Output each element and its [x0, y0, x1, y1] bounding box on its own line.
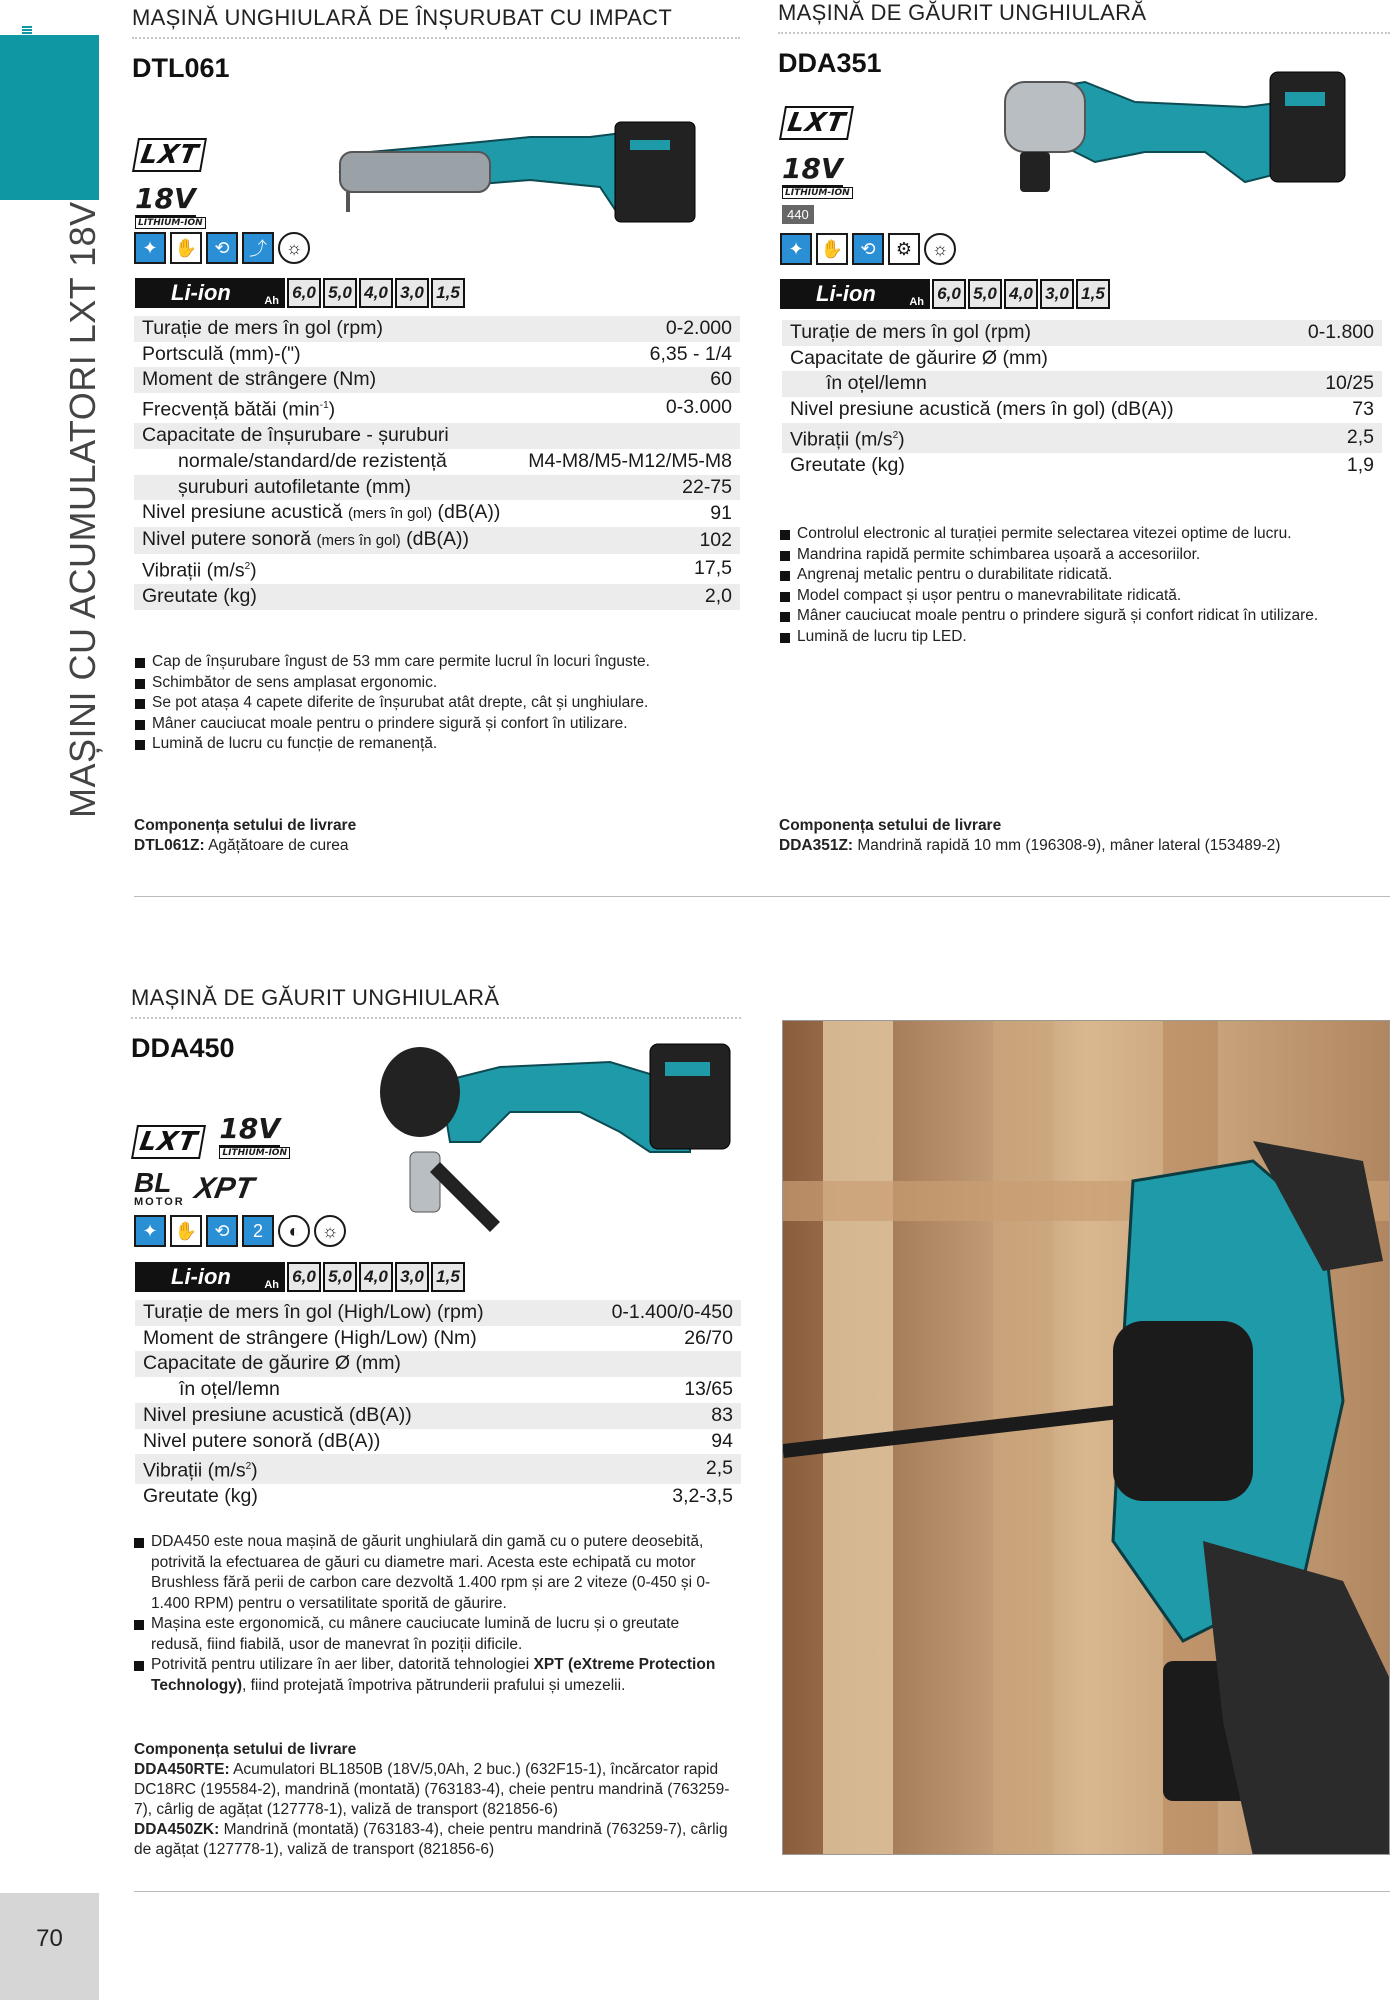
spec-row: Vibrații $(m/s^2)$ 2,5 [135, 1454, 741, 1484]
bullet-item: Potrivită pentru utilizare în aer liber, datorită tehnologiei XPT (eXtreme Protection Technology), fiind protejată împotriva pătrunderii prafului și umezelii. [134, 1655, 734, 1696]
battery-cell: 5,0 [323, 278, 357, 308]
spec-row: Moment de strângere (High/Low) (Nm) 26/70 [143, 1326, 733, 1349]
battery-cell: 4,0 [359, 278, 393, 308]
spec-row: în oțel/lemn 10/25 [782, 371, 1382, 397]
reverse-icon: ⟲ [206, 1215, 238, 1247]
motor-icon: ✦ [134, 232, 166, 264]
dda450-product-image [360, 1032, 740, 1247]
section-title: MAȘINĂ DE GĂURIT UNGHIULARĂ [131, 985, 741, 1019]
bullet-item: Lumină de lucru cu funcție de remanență. [135, 734, 735, 755]
rail-accent-block [0, 35, 99, 200]
model-code: DDA351 [778, 48, 882, 78]
dtl061-product-image [330, 112, 710, 227]
spec-row: normale/standard/de rezistență M4-M8/M5-M12/M5-M8 [178, 450, 732, 473]
kit-dda351 [779, 816, 1389, 856]
spec-row: Greutate (kg) 3,2-3,5 [143, 1485, 733, 1508]
brushless-motor-logo: BL MOTOR [134, 1167, 185, 1208]
spec-row: Nivel presiune acustică (mers în gol) (dB(A)) 91 [142, 501, 732, 524]
bullet-item: Controlul electronic al turației permite selectarea vitezei optime de lucru. [780, 524, 1380, 545]
battery-cell: 3,0 [395, 1262, 429, 1292]
bullet-item: Mâner cauciucat moale pentru o prindere sigură și confort ridicat în utilizare. [780, 606, 1380, 627]
motor-icon: ✦ [134, 1215, 166, 1247]
battery-cell: 6,0 [932, 279, 966, 309]
spec-row: Nivel presiune acustică (mers în gol) (dB(A)) 73 [790, 398, 1374, 421]
battery-cell: 6,0 [287, 1262, 321, 1292]
spec-table-dda450 [135, 1300, 741, 1510]
two-speed-icon: 2 [242, 1215, 274, 1247]
xpt-protection-icon: ◐ [278, 1215, 310, 1247]
battery-cell: 1,5 [431, 1262, 465, 1292]
kit-dda450 [134, 1740, 746, 1860]
bullet-item: Lumină de lucru tip LED. [780, 627, 1380, 648]
battery-cell: 3,0 [1040, 279, 1074, 309]
section-dtl061 [132, 5, 740, 84]
spec-row: Portsculă (mm)-(") 6,35 - 1/4 [142, 342, 732, 365]
battery-compat [135, 1262, 465, 1292]
spec-row: Greutate (kg) 1,9 [790, 454, 1374, 477]
liion-label: Li-ion Ah [135, 1262, 285, 1292]
led-light-icon: ☼ [314, 1215, 346, 1247]
spec-row: Vibrații $(m/s^2)$ 2,5 [782, 423, 1382, 453]
hook-icon: ⤴ [242, 232, 274, 264]
spec-row: Moment de strângere (Nm) 60 [134, 367, 740, 393]
spec-row: Turație de mers în gol (rpm) 0-1.800 [782, 320, 1382, 346]
reverse-icon: ⟲ [206, 232, 238, 264]
feature-icons [134, 232, 310, 264]
photo-scene [783, 1021, 1390, 1855]
spec-table-dtl061 [134, 316, 740, 610]
spec-row: Nivel presiune acustică (dB(A)) 83 [135, 1403, 741, 1429]
lxt-logo: LXT [779, 106, 854, 140]
spec-table-dda351 [782, 320, 1382, 479]
spec-row: Vibrații $(m/s^2)$ 17,5 [142, 557, 732, 582]
model-code: DDA450 [131, 1033, 235, 1063]
spec-row: în oțel/lemn 13/65 [179, 1378, 733, 1401]
bullets-dda450 [134, 1532, 734, 1696]
motor-icon: ✦ [780, 233, 812, 265]
bullet-item: Schimbător de sens amplasat ergonomic. [135, 673, 735, 694]
spec-row: Turație de mers în gol (rpm) 0-2.000 [134, 316, 740, 342]
battery-cell: 4,0 [1004, 279, 1038, 309]
bullet-item: Angrenaj metalic pentru o durabilitate ridicată. [780, 565, 1380, 586]
dda351-product-image [985, 62, 1355, 212]
bullet-item: Mâner cauciucat moale pentru o prindere sigură și confort în utilizare. [135, 714, 735, 735]
grip-icon: ✋ [170, 232, 202, 264]
18v-logo: 18V LITHIUM-ION [135, 182, 206, 229]
kit-title: Componența setului de livrare [134, 1741, 357, 1758]
battery-cell: 5,0 [968, 279, 1002, 309]
section-title: MAȘINĂ UNGHIULARĂ DE ÎNȘURUBAT CU IMPACT [132, 5, 740, 39]
bullet-item: Model compact și ușor pentru o manevrabilitate ridicată. [780, 586, 1380, 607]
spec-row: Nivel putere sonoră (mers în gol) (dB(A)) 102 [134, 527, 740, 554]
lxt-logo: LXT [131, 1125, 206, 1159]
kit-item: DDA351Z: Mandrină rapidă 10 mm (196308-9), mâner lateral (153489-2) [779, 837, 1281, 854]
bullets-dda351 [780, 524, 1380, 647]
xpt-logo: XPT [191, 1171, 257, 1205]
badge-440: 440 [782, 205, 814, 224]
page-number: 70 [36, 1925, 63, 1952]
logos-dtl061 [135, 138, 206, 229]
lxt-logo: LXT [132, 138, 207, 172]
kit-title: Componența setului de livrare [779, 817, 1002, 834]
bullet-item: Cap de înșurubare îngust de 53 mm care permite lucrul în locuri înguste. [135, 652, 735, 673]
18v-logo: 18V LITHIUM-ION [782, 152, 853, 199]
spec-row: șuruburi autofiletante (mm) 22-75 [134, 475, 740, 501]
flag-icon [22, 26, 32, 34]
kit-title: Componența setului de livrare [134, 817, 357, 834]
feature-icons [134, 1215, 346, 1247]
spec-row: Turație de mers în gol (High/Low) (rpm) 0-1.400/0-450 [135, 1300, 741, 1326]
battery-compat [135, 278, 465, 308]
battery-cell: 3,0 [395, 278, 429, 308]
led-light-icon: ☼ [278, 232, 310, 264]
kit-dtl061 [134, 816, 734, 856]
reverse-icon: ⟲ [852, 233, 884, 265]
battery-cell: 1,5 [431, 278, 465, 308]
gear-icon: ⚙ [888, 233, 920, 265]
battery-cell: 5,0 [323, 1262, 357, 1292]
spec-row: Capacitate de înșurubare - șuruburi [134, 423, 740, 449]
battery-compat [780, 279, 1110, 309]
spec-row: Capacitate de găurire Ø (mm) [790, 346, 1048, 369]
grip-icon: ✋ [816, 233, 848, 265]
kit-item: DDA450ZK: Mandrină (montată) (763183-4), cheie pentru mandrină (763259-7), cârlig de agățat (127778-1), valiză de transport (821856-6) [134, 1821, 728, 1858]
spec-row: Greutate (kg) 2,0 [134, 584, 740, 610]
feature-icons [780, 233, 956, 265]
bullet-item: DDA450 este noua mașină de găurit unghiulară din gamă cu o putere deosebită, potrivită la efectuarea de găuri cu diametre mari. Acesta este echipată cu motor Brushless fără perii de carbon care dezvoltă 1.400 rpm și are 2 viteze (0-450 și 0-1.400 RPM) pentru o versatilitate sporită de găurire. [134, 1532, 734, 1614]
logos-dda450 [134, 1112, 290, 1208]
battery-cell: 6,0 [287, 278, 321, 308]
bullets-dtl061 [135, 652, 735, 755]
logos-dda351 [782, 106, 853, 224]
spec-row: Capacitate de găurire Ø (mm) [135, 1351, 741, 1377]
kit-item: DTL061Z: Agățătoare de curea [134, 837, 349, 854]
bullet-item: Se pot atașa 4 capete diferite de înșurubat atât drepte, cât și unghiulare. [135, 693, 735, 714]
spec-row: Frecvență bătăi $(\min^{-1})$ 0-3.000 [142, 396, 732, 421]
battery-cell: 4,0 [359, 1262, 393, 1292]
bullet-item: Mașina este ergonomică, cu mânere cauciucate lumină de lucru și o greutate redusă, fiind fiabilă, usor de manevrat în poziții dificile. [134, 1614, 734, 1655]
bottom-divider [134, 1891, 1390, 1892]
liion-label: Li-ion Ah [135, 278, 285, 308]
grip-icon: ✋ [170, 1215, 202, 1247]
kit-item: DDA450RTE: Acumulatori BL1850B (18V/5,0Ah, 2 buc.) (632F15-1), încărcator rapid DC18RC (195584-2), mandrină (montată) (763183-4), cheie pentru mandrină (763259-7), cârlig de agățat (127778-1), valiză de transport (821856-6) [134, 1761, 730, 1818]
18v-logo: 18V LITHIUM-ION [219, 1112, 290, 1159]
section-divider [134, 896, 1390, 897]
model-code: DTL061 [132, 53, 230, 83]
section-title: MAȘINĂ DE GĂURIT UNGHIULARĂ [778, 0, 1390, 34]
product-in-use-photo [782, 1020, 1390, 1855]
bullet-item: Mandrina rapidă permite schimbarea ușoară a accesoriilor. [780, 545, 1380, 566]
spec-row: Nivel putere sonoră (dB(A)) 94 [143, 1429, 733, 1452]
battery-cell: 1,5 [1076, 279, 1110, 309]
liion-label: Li-ion Ah [780, 279, 930, 309]
sidebar-label: MAȘINI CU ACUMULATORI LXT 18V [62, 201, 103, 818]
led-light-icon: ☼ [924, 233, 956, 265]
